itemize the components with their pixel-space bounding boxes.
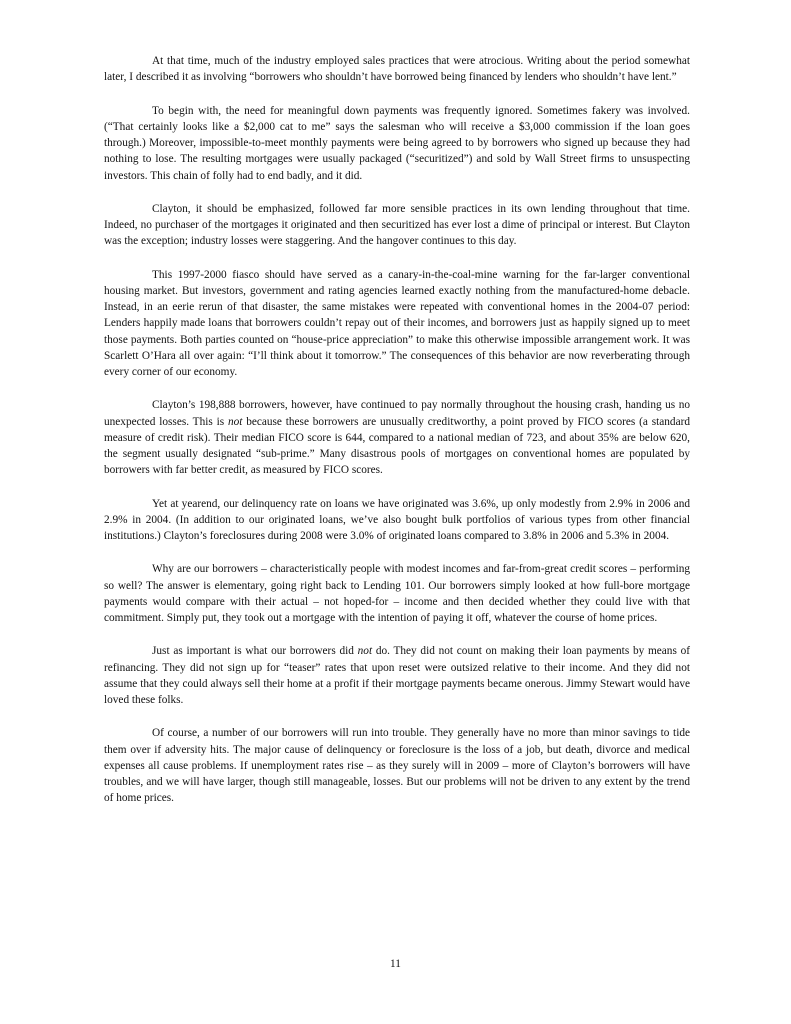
paragraph-2 [104,103,690,184]
paragraph-4 [104,267,690,381]
paragraph-5 [104,397,690,478]
paragraph-8-text-b: do. They did not count on making their loan payments by means of refinancing. They did not sign up for “teaser” rates that upon reset were outsized relative to their income. And they did not assume that they could always sell their home at a profit if their mortgage payments became onerous. Jimmy Stewart would have loved these folks. [104,645,691,706]
paragraph-1 [104,53,690,86]
page-number: 11 [390,958,401,970]
paragraph-9-text: Of course, a number of our borrowers will run into trouble. They generally have no more than minor savings to tide them over if adversity hits. The major cause of delinquency or foreclosure is the loss of a job, but death, divorce and medical expenses all cause problems. If unemployment rates rise – as they surely will in 2009 – more of Clayton’s borrowers will have troubles, and we will have larger, though still manageable, losses. But our problems will not be driven to any extent by the trend of home prices. [104,727,690,805]
paragraph-5-text-a: Clayton’s 198,888 borrowers, however, have continued to pay normally throughout the housing crash, handing us no unexpected losses. This is [104,399,690,428]
paragraph-4-text: This 1997-2000 fiasco should have served as a canary-in-the-coal-mine warning for the far-larger conventional housing market. But investors, government and rating agencies learned exactly nothing from the manufactured-home debacle. Instead, in an eerie rerun of that disaster, the same mistakes were repeated with conventional homes in the 2004-07 period: Lenders happily made loans that borrowers couldn’t repay out of their incomes, and borrowers just as happily signed up to meet those payments. Both parties counted on “house-price appreciation” to make this otherwise impossible arrangement work. It was Scarlett O’Hara all over again: “I’ll think about it tomorrow.” The consequences of this behavior are now reverberating through every corner of our economy. [104,268,690,378]
paragraph-1-text: At that time, much of the industry employed sales practices that were atrocious. Writing about the period somewhat later, I described it as involving “borrowers who shouldn’t have borrowed being financed by lenders who shouldn’t have lent.” [104,55,690,84]
paragraph-3 [104,201,690,250]
paragraph-8 [104,643,690,708]
paragraph-7-text: Why are our borrowers – characteristically people with modest incomes and far-from-great credit scores – performing so well? The answer is elementary, going right back to Lending 101. Our borrowers simply looked at how full-bore mortgage payments would compare with their actual – not hoped-for – income and then decided whether they could live with that commitment. Simply put, they took out a mortgage with the intention of paying it off, whatever the course of home prices. [104,563,690,624]
document-body [104,53,690,824]
paragraph-6 [104,496,690,545]
paragraph-5-text-b: because these borrowers are unusually creditworthy, a point proved by FICO scores (a standard measure of credit risk). Their median FICO score is 644, compared to a national median of 723, and about 35% are below 620, the segment usually designated “sub-prime.” Many disastrous pools of mortgages on conventional homes are populated by borrowers with far better credit, as measured by FICO scores. [104,415,691,477]
paragraph-9 [104,725,690,806]
paragraph-5-emphasis: not [227,415,243,428]
paragraph-8-emphasis: not [357,645,373,658]
paragraph-6-text: Yet at yearend, our delinquency rate on loans we have originated was 3.6%, up only modestly from 2.9% in 2006 and 2.9% in 2004. (In addition to our originated loans, we’ve also bought bulk portfolios of various types from other financial institutions.) Clayton’s foreclosures during 2008 were 3.0% of originated loans compared to 3.8% in 2006 and 5.3% in 2004. [104,497,690,542]
paragraph-7 [104,561,690,626]
paragraph-2-text: To begin with, the need for meaningful down payments was frequently ignored. Sometimes fakery was involved. (“That certainly looks like a $2,000 cat to me” says the salesman who will receive a $3,000 commission if the loan goes through.) Moreover, impossible-to-meet monthly payments were being agreed to by borrowers who signed up because they had nothing to lose. The resulting mortgages were usually packaged (“securitized”) and sold by Wall Street firms to unsuspecting investors. This chain of folly had to end badly, and it did. [104,104,690,182]
paragraph-8-text-a: Just as important is what our borrowers did [152,645,358,658]
paragraph-3-text: Clayton, it should be emphasized, followed far more sensible practices in its own lending throughout that time. Indeed, no purchaser of the mortgages it originated and then securitized has ever lost a dime of principal or interest. But Clayton was the exception; industry losses were staggering. And the hangover continues to this day. [104,202,690,248]
